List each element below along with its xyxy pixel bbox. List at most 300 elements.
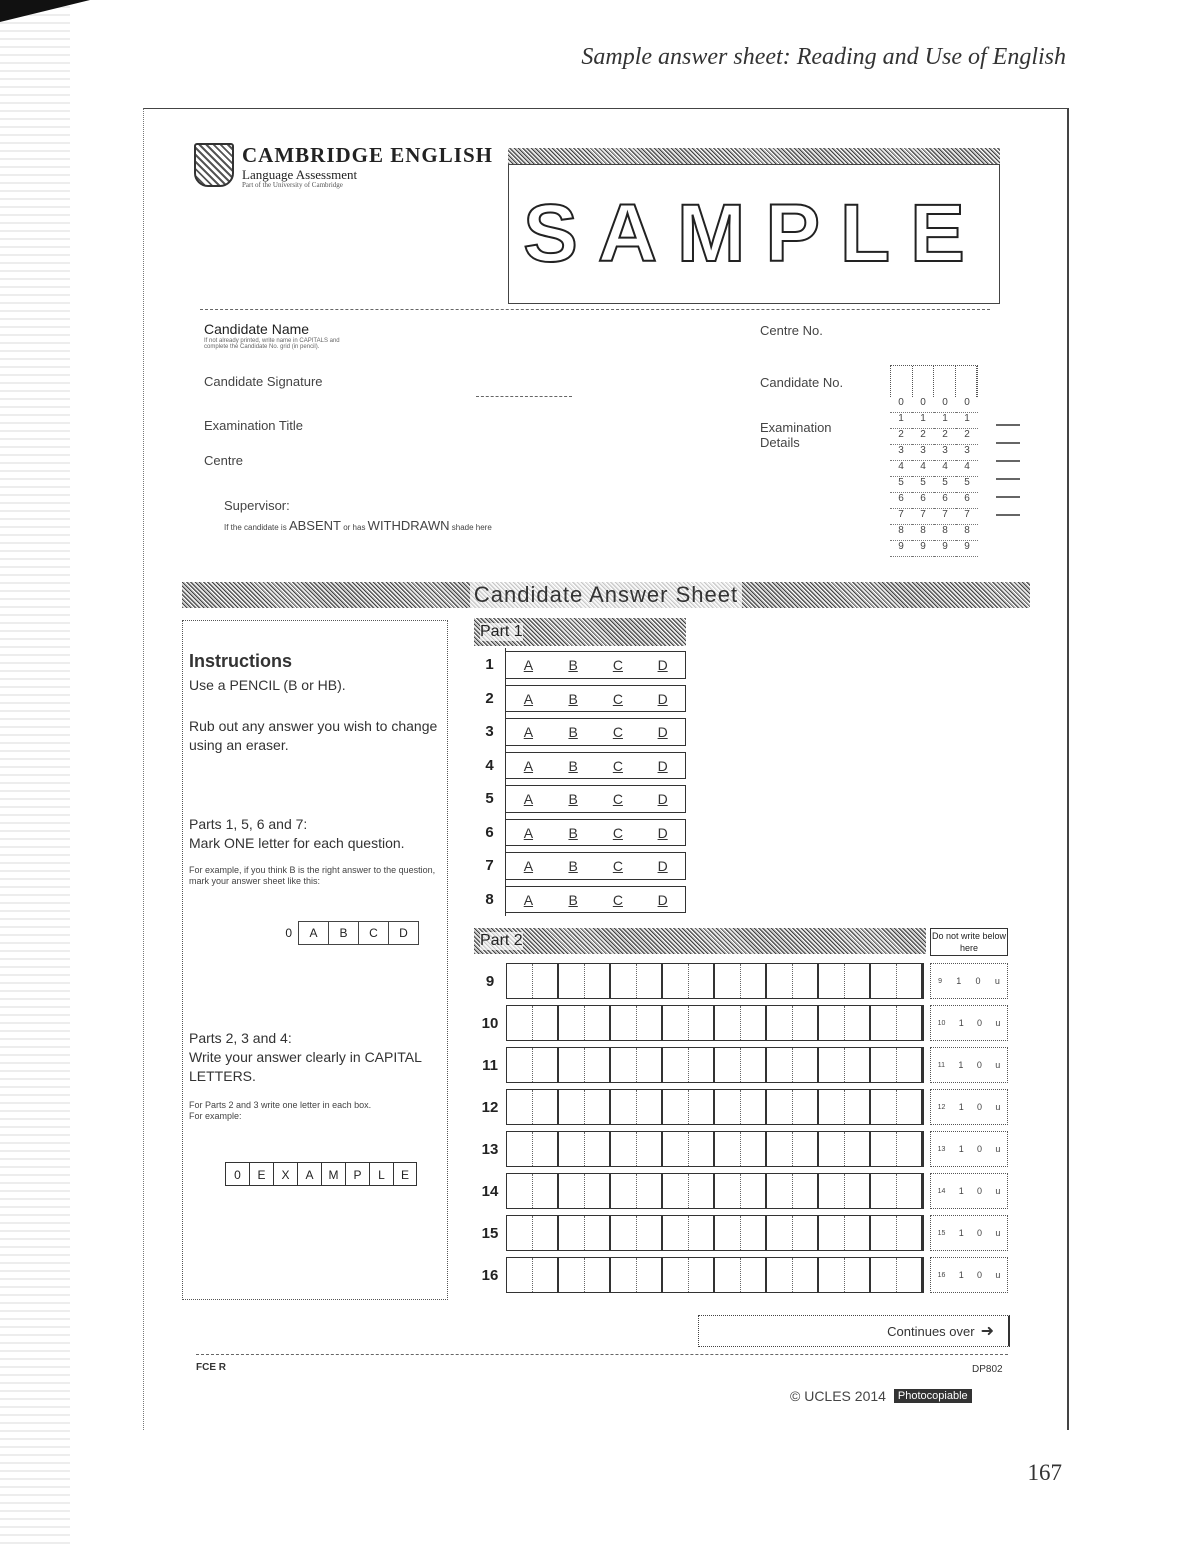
answer-lozenge[interactable]: B (568, 724, 578, 740)
mark-lozenge: u (995, 1270, 1001, 1280)
candidate-digit-lozenge[interactable]: 8 (956, 525, 978, 541)
candidate-number-boxes[interactable] (890, 365, 978, 397)
answer-lozenge[interactable]: C (612, 690, 623, 707)
example-letter-box: L (369, 1162, 393, 1186)
letter-box[interactable] (689, 1090, 716, 1124)
letter-box[interactable] (715, 1006, 741, 1040)
answer-lozenge[interactable]: B (568, 657, 578, 673)
letter-box[interactable] (689, 1006, 716, 1040)
letter-box[interactable] (663, 1174, 689, 1208)
mark-lozenge: u (995, 1102, 1001, 1112)
letter-box[interactable] (741, 964, 768, 998)
letter-box[interactable] (715, 1174, 741, 1208)
letter-box[interactable] (637, 1258, 664, 1292)
letter-box[interactable] (897, 1174, 924, 1208)
letter-box[interactable] (897, 964, 924, 998)
candidate-digit-lozenge[interactable]: 0 (956, 397, 978, 413)
letter-box[interactable] (845, 1132, 872, 1166)
do-not-write-note: Do not write below here (930, 928, 1008, 956)
candidate-digit-lozenge[interactable]: 2 (912, 429, 934, 445)
answer-lozenge[interactable]: A (523, 657, 534, 673)
mark-lozenge: 0 (977, 1186, 983, 1196)
candidate-no-label: Candidate No. (760, 375, 844, 390)
candidate-digit-row (890, 397, 978, 413)
mark-one-text: Mark ONE letter for each question. (189, 835, 405, 851)
letter-box[interactable] (741, 1216, 768, 1250)
letter-box[interactable] (585, 1174, 612, 1208)
question-number: 3 (474, 715, 506, 749)
candidate-digit-row (890, 525, 978, 541)
letter-box[interactable] (533, 1090, 560, 1124)
letter-box[interactable] (507, 1048, 533, 1082)
answer-lozenge[interactable]: B (568, 891, 578, 908)
answer-lozenge[interactable]: B (568, 757, 578, 774)
answer-lozenge[interactable]: D (657, 657, 668, 673)
letter-box[interactable] (533, 1132, 560, 1166)
candidate-digit-lozenge[interactable]: 8 (890, 525, 912, 541)
letter-box[interactable] (819, 1132, 845, 1166)
part2-question-row (474, 1128, 1008, 1170)
letter-box[interactable] (533, 1048, 560, 1082)
letter-box[interactable] (507, 1132, 533, 1166)
letter-box[interactable] (845, 1216, 872, 1250)
letter-box[interactable] (897, 1258, 924, 1292)
part1-question-row (474, 749, 686, 783)
letter-box[interactable] (897, 1132, 924, 1166)
answer-lozenge[interactable]: B (568, 791, 578, 807)
answer-options (506, 651, 686, 679)
continues-text: Continues over (887, 1323, 975, 1339)
letter-box[interactable] (663, 1132, 689, 1166)
letter-box[interactable] (741, 1048, 768, 1082)
letter-box[interactable] (611, 1006, 637, 1040)
letter-box[interactable] (507, 964, 533, 998)
answer-lozenge[interactable]: D (657, 690, 668, 707)
candidate-digit-lozenge[interactable]: 9 (912, 541, 934, 557)
candidate-digit-lozenge[interactable]: 2 (934, 429, 956, 445)
answer-lozenge[interactable]: C (612, 757, 623, 774)
candidate-digit-lozenge[interactable]: 6 (934, 493, 956, 509)
part1-question-row (474, 782, 686, 816)
letter-box[interactable] (819, 1006, 845, 1040)
candidate-digit-lozenge[interactable]: 0 (934, 397, 956, 413)
letter-box[interactable] (637, 1048, 664, 1082)
candidate-digit-lozenge[interactable]: 9 (890, 541, 912, 557)
letter-box[interactable] (767, 1006, 793, 1040)
letter-box[interactable] (663, 1258, 689, 1292)
instructions-title: Instructions (189, 651, 293, 671)
candidate-digit-lozenge[interactable]: 4 (956, 461, 978, 477)
letter-box[interactable] (793, 1006, 820, 1040)
letter-box[interactable] (559, 1048, 585, 1082)
answer-lozenge[interactable]: B (568, 824, 578, 841)
mark-lozenge: 1 (958, 1144, 964, 1154)
mark-lozenge: 0 (977, 1270, 983, 1280)
letter-box[interactable] (637, 1132, 664, 1166)
letter-box[interactable] (741, 1090, 768, 1124)
letter-box[interactable] (663, 964, 689, 998)
letter-box[interactable] (819, 1258, 845, 1292)
example-letter-box: E (249, 1162, 273, 1186)
letter-box[interactable] (637, 1216, 664, 1250)
letter-box[interactable] (741, 1006, 768, 1040)
letter-box[interactable] (819, 1216, 845, 1250)
answer-lozenge[interactable]: A (523, 891, 534, 908)
letter-box[interactable] (715, 964, 741, 998)
candidate-digit-row (890, 413, 978, 429)
letter-box[interactable] (871, 1174, 897, 1208)
mark-lozenge: 1 (958, 1228, 964, 1238)
answer-options (506, 685, 686, 713)
letter-box[interactable] (715, 1216, 741, 1250)
answer-lozenge[interactable]: C (612, 657, 623, 673)
crest-icon (194, 143, 234, 187)
mark-question-number: 15 (937, 1229, 946, 1237)
footer-divider (196, 1354, 1008, 1355)
example-letter-box: X (273, 1162, 297, 1186)
parts-234-heading: Parts 2, 3 and 4: (189, 1030, 292, 1046)
candidate-digit-lozenge[interactable]: 5 (890, 477, 912, 493)
letter-box[interactable] (897, 1048, 924, 1082)
form-code: FCE R (196, 1362, 226, 1373)
mark-lozenge: u (995, 1228, 1001, 1238)
letter-box[interactable] (819, 1048, 845, 1082)
answer-lozenge[interactable]: D (657, 858, 668, 874)
one-letter-note: For Parts 2 and 3 write one letter in each box. For example: (189, 1100, 372, 1121)
candidate-digit-lozenge[interactable]: 2 (890, 429, 912, 445)
answer-lozenge[interactable]: B (568, 690, 578, 707)
candidate-digit-lozenge[interactable]: 3 (934, 445, 956, 461)
example-number: 0 (285, 926, 292, 940)
candidate-digit-lozenge[interactable]: 7 (956, 509, 978, 525)
letter-box[interactable] (507, 1006, 533, 1040)
answer-lozenge[interactable]: A (523, 791, 534, 807)
letter-box[interactable] (533, 1258, 560, 1292)
candidate-answer-band (182, 582, 1030, 608)
letter-box[interactable] (767, 1258, 793, 1292)
letter-box[interactable] (715, 1090, 741, 1124)
letter-box[interactable] (689, 1174, 716, 1208)
letter-box[interactable] (715, 1258, 741, 1292)
letter-box[interactable] (845, 1048, 872, 1082)
part1-answers (474, 648, 686, 916)
candidate-digit-lozenge[interactable]: 5 (956, 477, 978, 493)
letter-box[interactable] (585, 1048, 612, 1082)
letter-box[interactable] (897, 1090, 924, 1124)
answer-lozenge[interactable]: B (568, 858, 578, 874)
candidate-digit-lozenge[interactable]: 8 (912, 525, 934, 541)
candidate-digit-row (890, 477, 978, 493)
letter-box[interactable] (559, 1006, 585, 1040)
candidate-digit-row (890, 541, 978, 557)
letter-box[interactable] (585, 1216, 612, 1250)
letter-box[interactable] (559, 1174, 585, 1208)
part1-question-row (474, 849, 686, 883)
letter-box[interactable] (819, 1090, 845, 1124)
mark-lozenge: u (994, 976, 1000, 986)
part1-question-row (474, 883, 686, 917)
example-note: For example, if you think B is the right answer to the question, mark your answer sheet like this: (189, 865, 436, 886)
letter-box[interactable] (819, 964, 845, 998)
candidate-digit-row (890, 493, 978, 509)
parts-1567-heading: Parts 1, 5, 6 and 7: (189, 816, 308, 832)
question-number: 5 (474, 782, 506, 816)
answer-lozenge[interactable]: C (612, 791, 623, 807)
answer-options (506, 886, 686, 914)
candidate-digit-lozenge[interactable]: 0 (912, 397, 934, 413)
answer-lozenge[interactable]: A (523, 724, 534, 740)
letter-box[interactable] (611, 1048, 637, 1082)
letter-box[interactable] (715, 1048, 741, 1082)
letter-box[interactable] (559, 964, 585, 998)
letter-box[interactable] (871, 1048, 897, 1082)
question-number: 2 (474, 682, 506, 716)
candidate-digit-lozenge[interactable]: 3 (890, 445, 912, 461)
continues-over (698, 1315, 1010, 1347)
candidate-digit-row (890, 445, 978, 461)
candidate-digit-lozenge[interactable]: 3 (956, 445, 978, 461)
letter-box[interactable] (507, 1090, 533, 1124)
letter-box[interactable] (767, 1216, 793, 1250)
letter-box[interactable] (637, 1006, 664, 1040)
example-letter-box: E (393, 1162, 417, 1186)
letter-box[interactable] (767, 964, 793, 998)
letter-box[interactable] (637, 964, 664, 998)
examiner-mark-box (930, 1047, 1008, 1083)
letter-box[interactable] (689, 1132, 716, 1166)
candidate-digit-lozenge[interactable]: 5 (912, 477, 934, 493)
mark-question-number: 16 (937, 1271, 946, 1279)
candidate-digit-lozenge[interactable]: 1 (934, 413, 956, 429)
letter-box[interactable] (741, 1132, 768, 1166)
letter-box[interactable] (767, 1048, 793, 1082)
candidate-name-note: If not already printed, write name in CAPITALS and complete the Candidate No. grid (in pencil). (204, 338, 340, 350)
candidate-digit-lozenge[interactable]: 6 (956, 493, 978, 509)
letter-box[interactable] (663, 1006, 689, 1040)
letter-box[interactable] (533, 1174, 560, 1208)
letter-box[interactable] (507, 1174, 533, 1208)
example-letter-box: P (345, 1162, 369, 1186)
letter-box[interactable] (533, 1216, 560, 1250)
letter-example (189, 1162, 417, 1186)
letter-box[interactable] (533, 1006, 560, 1040)
candidate-name-label: Candidate Name (204, 321, 310, 337)
letter-box[interactable] (871, 1132, 897, 1166)
letter-box[interactable] (871, 1006, 897, 1040)
example-letter-box: A (297, 1162, 321, 1186)
letter-box[interactable] (897, 1006, 924, 1040)
letter-box[interactable] (611, 1258, 637, 1292)
letter-box[interactable] (741, 1174, 768, 1208)
part2-question-row (474, 1044, 1008, 1086)
exam-detail-ticks (996, 424, 1020, 532)
answer-lozenge[interactable]: C (612, 891, 623, 908)
letter-box[interactable] (507, 1258, 533, 1292)
letter-box[interactable] (793, 1174, 820, 1208)
letter-box[interactable] (767, 1132, 793, 1166)
mark-lozenge: u (995, 1018, 1001, 1028)
letter-box[interactable] (871, 1258, 897, 1292)
letter-box[interactable] (559, 1216, 585, 1250)
candidate-digit-lozenge[interactable]: 2 (956, 429, 978, 445)
letter-box[interactable] (845, 1006, 872, 1040)
letter-box[interactable] (611, 1090, 637, 1124)
candidate-digit-lozenge[interactable]: 9 (934, 541, 956, 557)
photocopiable-badge: Photocopiable (894, 1389, 972, 1403)
mark-lozenge: 1 (958, 1102, 964, 1112)
letter-box[interactable] (793, 1090, 820, 1124)
candidate-digit-lozenge[interactable]: 0 (890, 397, 912, 413)
answer-lozenge[interactable]: D (657, 724, 668, 740)
candidate-digit-row (890, 429, 978, 445)
candidate-digit-lozenge[interactable]: 4 (912, 461, 934, 477)
letter-boxes (506, 1173, 924, 1209)
part2-question-row (474, 960, 1008, 1002)
example-letter-box: 0 (225, 1162, 249, 1186)
answer-options (506, 785, 686, 813)
letter-box[interactable] (585, 1132, 612, 1166)
letter-box[interactable] (793, 1132, 820, 1166)
page-corner (0, 0, 90, 22)
letter-box[interactable] (585, 1090, 612, 1124)
letter-box[interactable] (689, 1258, 716, 1292)
part1-question-row (474, 816, 686, 850)
letter-box[interactable] (793, 1258, 820, 1292)
letter-box[interactable] (637, 1174, 664, 1208)
letter-box[interactable] (559, 1258, 585, 1292)
letter-box[interactable] (585, 1006, 612, 1040)
candidate-digit-lozenge[interactable]: 6 (912, 493, 934, 509)
question-number: 10 (481, 1014, 499, 1032)
answer-lozenge[interactable]: A (523, 690, 534, 707)
part1-label: Part 1 (480, 623, 523, 640)
logo-sub: Language Assessment (242, 167, 358, 182)
letter-box[interactable] (845, 1258, 872, 1292)
letter-boxes (506, 1257, 924, 1293)
letter-box[interactable] (585, 964, 612, 998)
letter-box[interactable] (845, 1174, 872, 1208)
letter-box[interactable] (793, 964, 820, 998)
part2-question-row (474, 1170, 1008, 1212)
candidate-digit-lozenge[interactable]: 3 (912, 445, 934, 461)
logo-tiny: Part of the University of Cambridge (242, 181, 343, 189)
letter-box[interactable] (897, 1216, 924, 1250)
answer-band-title: Candidate Answer Sheet (470, 582, 742, 608)
part2-label: Part 2 (480, 932, 523, 949)
letter-box[interactable] (845, 964, 872, 998)
letter-box[interactable] (845, 1090, 872, 1124)
answer-options (506, 852, 686, 880)
mark-lozenge: 1 (956, 976, 962, 986)
letter-box[interactable] (637, 1090, 664, 1124)
letter-boxes (506, 1131, 924, 1167)
letter-box[interactable] (767, 1174, 793, 1208)
logo-main: CAMBRIDGE ENGLISH (242, 143, 493, 167)
letter-box[interactable] (689, 1048, 716, 1082)
candidate-digit-lozenge[interactable]: 1 (912, 413, 934, 429)
answer-lozenge[interactable]: C (612, 858, 623, 874)
candidate-digit-lozenge[interactable]: 4 (934, 461, 956, 477)
candidate-digit-lozenge[interactable]: 5 (934, 477, 956, 493)
page-header: Sample answer sheet: Reading and Use of English (581, 44, 1066, 70)
letter-box[interactable] (611, 964, 637, 998)
letter-box[interactable] (611, 1132, 637, 1166)
letter-box[interactable] (871, 964, 897, 998)
letter-box[interactable] (819, 1174, 845, 1208)
letter-box[interactable] (611, 1174, 637, 1208)
answer-lozenge[interactable]: A (523, 858, 534, 874)
question-number: 6 (474, 816, 506, 850)
candidate-digit-lozenge[interactable]: 9 (956, 541, 978, 557)
signature-line[interactable] (476, 396, 572, 397)
letter-box[interactable] (689, 1216, 716, 1250)
letter-box[interactable] (663, 1216, 689, 1250)
candidate-digit-lozenge[interactable]: 1 (890, 413, 912, 429)
mark-lozenge: u (995, 1186, 1001, 1196)
letter-box[interactable] (585, 1258, 612, 1292)
letter-box[interactable] (533, 964, 560, 998)
letter-box[interactable] (663, 1090, 689, 1124)
sample-box (508, 164, 1000, 304)
candidate-digit-lozenge[interactable]: 7 (890, 509, 912, 525)
letter-box[interactable] (507, 1216, 533, 1250)
letter-box[interactable] (767, 1090, 793, 1124)
answer-lozenge[interactable]: C (612, 724, 623, 740)
part2-question-row (474, 1212, 1008, 1254)
candidate-digit-lozenge[interactable]: 8 (934, 525, 956, 541)
question-number: 9 (485, 972, 495, 990)
cambridge-logo (194, 143, 493, 189)
answer-lozenge[interactable]: A (523, 757, 534, 774)
letter-box[interactable] (793, 1048, 820, 1082)
letter-boxes (506, 963, 924, 999)
letter-box[interactable] (715, 1132, 741, 1166)
answer-lozenge[interactable]: D (657, 891, 668, 908)
candidate-digit-lozenge[interactable]: 6 (890, 493, 912, 509)
example-options (298, 921, 419, 945)
write-clearly-text: Write your answer clearly in CAPITAL LETTERS. (189, 1049, 422, 1084)
question-number: 7 (474, 849, 506, 883)
example-option: B (328, 922, 358, 944)
answer-lozenge[interactable]: D (657, 757, 668, 774)
candidate-digit-lozenge[interactable]: 1 (956, 413, 978, 429)
letter-box[interactable] (741, 1258, 768, 1292)
candidate-digit-lozenge[interactable]: 7 (934, 509, 956, 525)
letter-boxes (506, 1089, 924, 1125)
letter-box[interactable] (663, 1048, 689, 1082)
letter-box[interactable] (689, 964, 716, 998)
candidate-digit-lozenge[interactable]: 4 (890, 461, 912, 477)
letter-box[interactable] (559, 1132, 585, 1166)
question-number: 11 (482, 1056, 498, 1074)
examiner-mark-box (930, 1005, 1008, 1041)
letter-box[interactable] (611, 1216, 637, 1250)
answer-lozenge[interactable]: C (612, 824, 623, 841)
mark-lozenge: u (995, 1060, 1001, 1070)
part2-band (474, 928, 926, 954)
answer-lozenge[interactable]: D (657, 791, 668, 807)
mark-lozenge: u (995, 1144, 1001, 1154)
letter-box[interactable] (559, 1090, 585, 1124)
letter-box[interactable] (793, 1216, 820, 1250)
answer-lozenge[interactable]: D (657, 824, 668, 841)
answer-lozenge[interactable]: A (523, 824, 534, 841)
letter-box[interactable] (871, 1090, 897, 1124)
answer-options (506, 819, 686, 847)
letter-box[interactable] (871, 1216, 897, 1250)
letter-boxes (506, 1005, 924, 1041)
candidate-digit-lozenge[interactable]: 7 (912, 509, 934, 525)
